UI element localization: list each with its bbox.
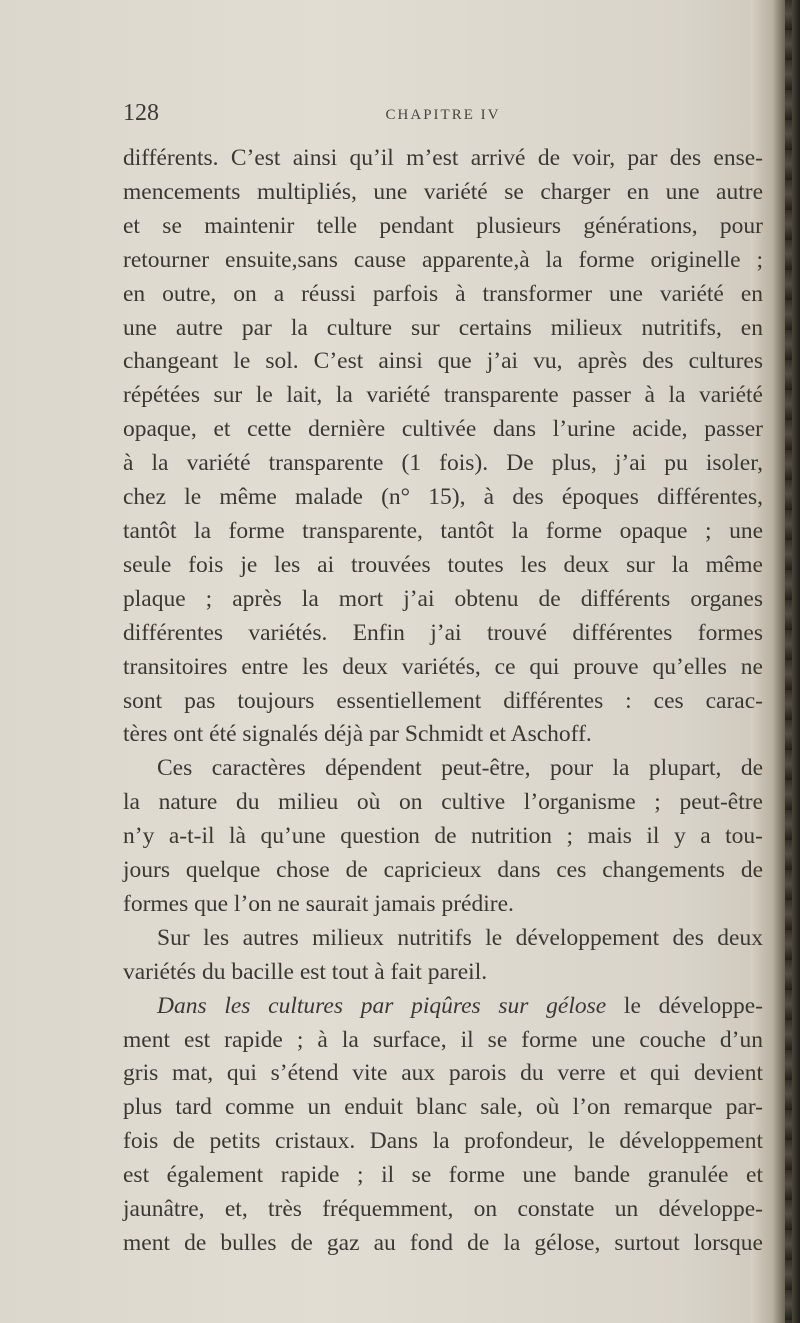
- text-line: plus tard comme un enduit blanc sale, où l’on remarque par-: [123, 1094, 763, 1121]
- paragraph-first-line: Ces caractères dépendent peut-être, pour la plupart, de: [157, 755, 763, 782]
- text-line: formes que l’on ne saurait jamais prédire.: [123, 890, 514, 917]
- text-line: tantôt la forme transparente, tantôt la forme opaque ; une: [123, 517, 763, 544]
- running-head: [123, 100, 763, 134]
- text-line: une autre par la culture sur certains milieux nutritifs, en: [123, 314, 763, 341]
- text-line: en outre, on a réussi parfois à transformer une variété en: [123, 280, 763, 307]
- text-line: chez le même malade (n° 15), à des époques différentes,: [123, 484, 763, 511]
- text-line: fois de petits cristaux. Dans la profondeur, le développement: [123, 1128, 763, 1155]
- text-line: ment est rapide ; à la surface, il se forme une couche d’un: [123, 1026, 763, 1053]
- text-line: transitoires entre les deux variétés, ce qui prouve qu’elles ne: [123, 653, 763, 680]
- text-line: différents. C’est ainsi qu’il m’est arrivé de voir, par des ense-: [123, 145, 763, 171]
- text-line: la nature du milieu où on cultive l’organisme ; peut-être: [123, 789, 763, 816]
- body-text: [123, 142, 763, 1261]
- text-line: ment de bulles de gaz au fond de la gélose, surtout lorsque: [123, 1230, 763, 1256]
- text-line: jaunâtre, et, très fréquemment, on constate un développe-: [123, 1196, 763, 1223]
- text-line: différentes variétés. Enfin j’ai trouvé différentes formes: [123, 619, 763, 646]
- text-line: changeant le sol. C’est ainsi que j’ai vu, après des cultures: [123, 348, 763, 375]
- text-line: mencements multipliés, une variété se charger en une autre: [123, 178, 763, 205]
- text-line: est également rapide ; il se forme une bande granulée et: [123, 1162, 763, 1189]
- paragraph-first-line: [123, 990, 763, 1024]
- text-line: à la variété transparente (1 fois). De plus, j’ai pu isoler,: [123, 450, 763, 477]
- text-run: le développe-: [623, 992, 763, 1019]
- text-line: seule fois je les ai trouvées toutes les deux sur la même: [123, 551, 763, 578]
- text-line: retourner ensuite,sans cause apparente,à la forme originelle ;: [123, 246, 763, 273]
- text-line: sont pas toujours essentiellement différentes : ces carac-: [123, 687, 763, 714]
- paragraph-first-line: Sur les autres milieux nutritifs le développement des deux: [157, 924, 763, 951]
- text-line: gris mat, qui s’étend vite aux parois du verre et qui devient: [123, 1060, 763, 1087]
- text-line: répétées sur le lait, la variété transparente passer à la variété: [123, 382, 763, 409]
- text-line: plaque ; après la mort j’ai obtenu de différents organes: [123, 585, 763, 612]
- chapter-title: CHAPITRE IV: [385, 107, 501, 123]
- text-line: n’y a-t-il là qu’une question de nutrition ; mais il y a tou-: [123, 823, 763, 850]
- text-line: tères ont été signalés déjà par Schmidt et Aschoff.: [123, 721, 592, 748]
- text-line: jours quelque chose de capricieux dans ces changements de: [123, 857, 763, 884]
- text-line: variétés du bacille est tout à fait pareil.: [123, 958, 488, 985]
- text-line: et se maintenir telle pendant plusieurs générations, pour: [123, 212, 763, 239]
- text-line: opaque, et cette dernière cultivée dans l’urine acide, passer: [123, 416, 763, 443]
- italic-lead: Dans les cultures par piqûres sur gélose: [157, 992, 607, 1019]
- page-number: 128: [123, 100, 159, 126]
